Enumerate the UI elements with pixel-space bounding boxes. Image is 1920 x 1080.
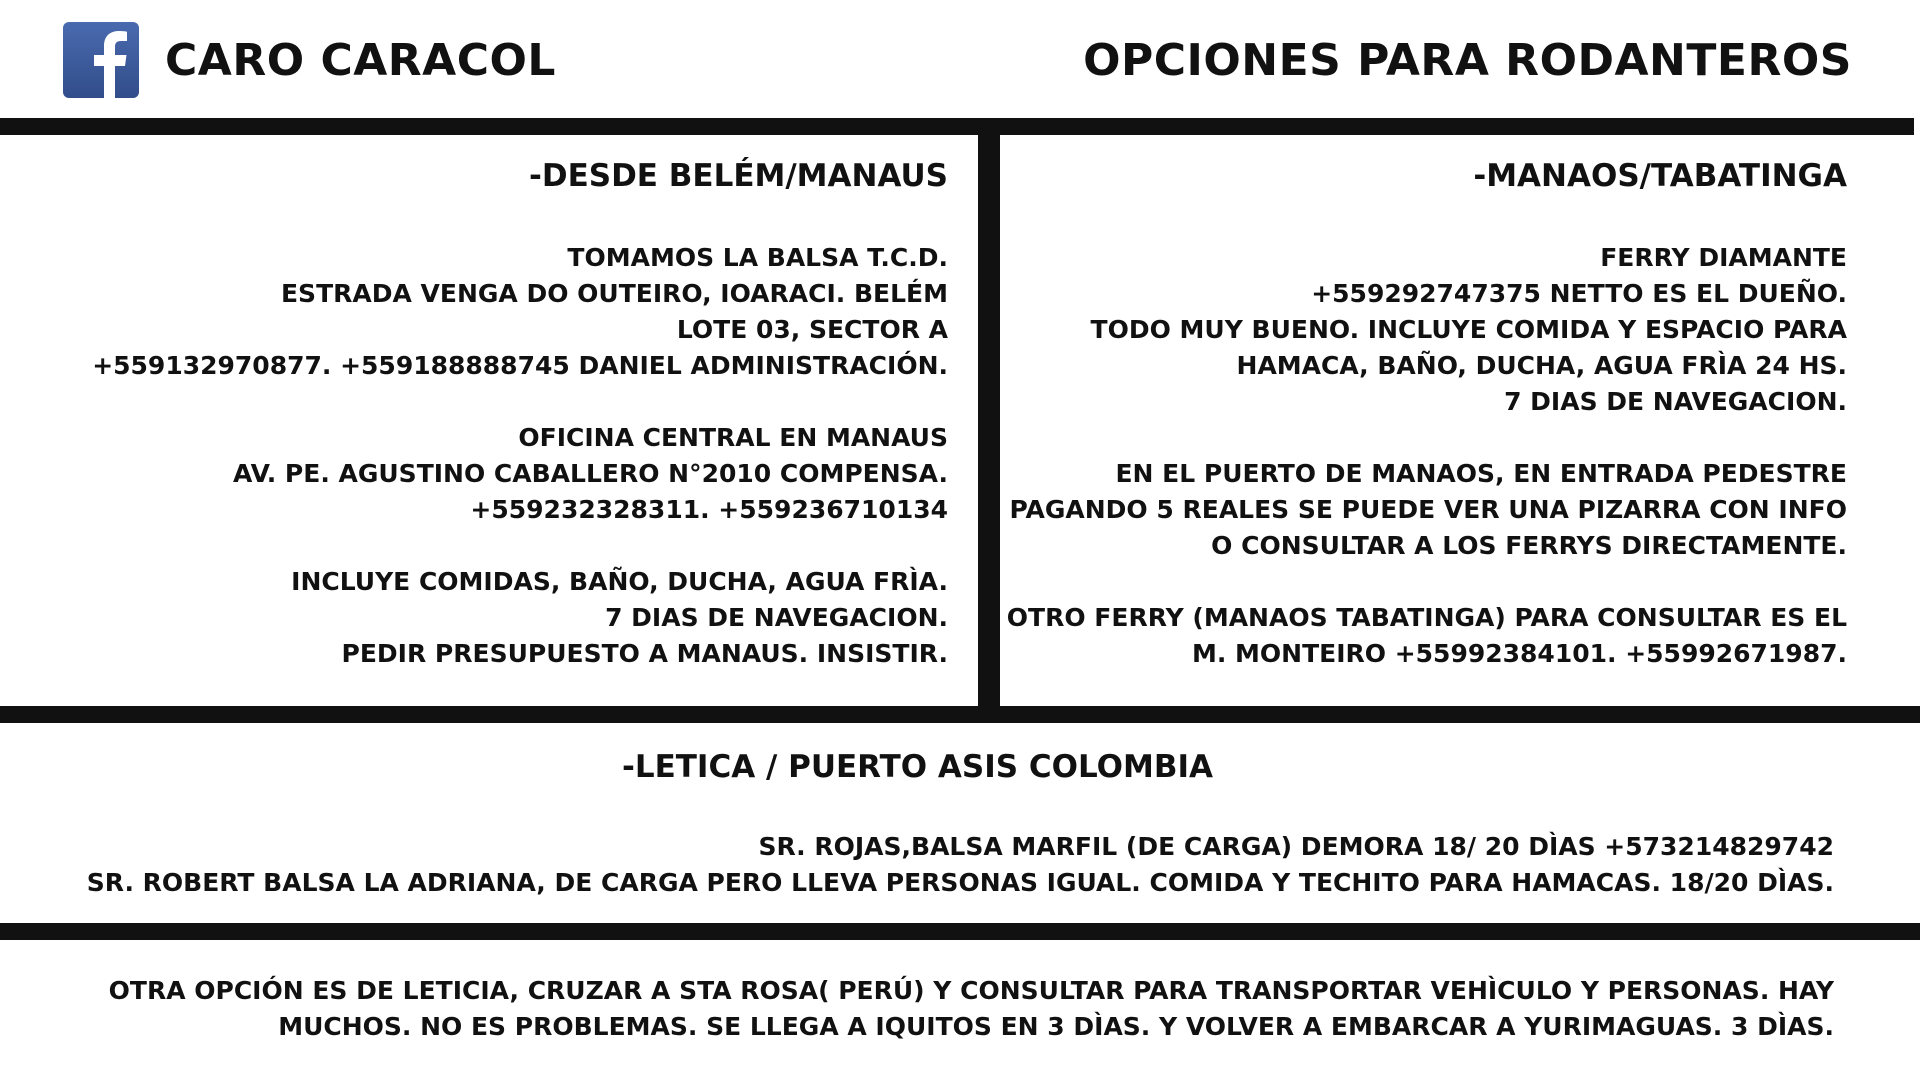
- info-line: PAGANDO 5 REALES SE PUEDE VER UNA PIZARRA CON INFO: [1009, 495, 1847, 524]
- info-line: FERRY DIAMANTE: [1600, 243, 1847, 272]
- lower-divider: [0, 923, 1920, 940]
- info-line: 7 DIAS DE NAVEGACION.: [605, 603, 948, 632]
- info-line: ESTRADA VENGA DO OUTEIRO, IOARACI. BELÉM: [280, 279, 948, 308]
- manaos-port-info: [1010, 456, 1847, 564]
- belem-manaus-heading: -DESDE BELÉM/MANAUS: [528, 158, 948, 194]
- info-line: SR. ROBERT BALSA LA ADRIANA, DE CARGA PERO LLEVA PERSONAS IGUAL. COMIDA Y TECHITO PARA HAMACAS. 18/20 DÌAS.: [86, 868, 1834, 897]
- brand-name: CARO CARACOL: [165, 35, 556, 86]
- manaos-tabatinga-heading: -MANAOS/TABATINGA: [1473, 158, 1847, 194]
- info-line: OTRO FERRY (MANAOS TABATINGA) PARA CONSULTAR ES EL: [1006, 603, 1847, 632]
- info-line: INCLUYE COMIDAS, BAÑO, DUCHA, AGUA FRÌA.: [291, 567, 948, 596]
- info-line: TODO MUY BUENO. INCLUYE COMIDA Y ESPACIO PARA: [1090, 315, 1847, 344]
- info-line: LOTE 03, SECTOR A: [676, 315, 948, 344]
- info-line: +559292747375 NETTO ES EL DUEÑO.: [1311, 279, 1847, 308]
- info-line: MUCHOS. NO ES PROBLEMAS. SE LLEGA A IQUITOS EN 3 DÌAS. Y VOLVER A EMBARCAR A YURIMAGUAS. 3 DÌAS.: [278, 1012, 1834, 1041]
- top-divider: [0, 118, 1914, 135]
- leticia-puerto-asis-heading: -LETICA / PUERTO ASIS COLOMBIA: [621, 749, 1214, 785]
- info-line: OFICINA CENTRAL EN MANAUS: [518, 423, 948, 452]
- info-line: AV. PE. AGUSTINO CABALLERO N°2010 COMPENSA.: [232, 459, 948, 488]
- info-line: TOMAMOS LA BALSA T.C.D.: [567, 243, 948, 272]
- leticia-balsas-info: [87, 829, 1834, 901]
- info-line: +559232328311. +559236710134: [470, 495, 948, 524]
- info-line: OTRA OPCIÓN ES DE LETICIA, CRUZAR A STA ROSA( PERÚ) Y CONSULTAR PARA TRANSPORTAR VEHÌCULO Y PERSONAS. HAY: [108, 976, 1834, 1005]
- balsa-tcd-info: [92, 240, 948, 384]
- info-line: M. MONTEIRO +55992384101. +55992671987.: [1191, 639, 1847, 668]
- info-line: PEDIR PRESUPUESTO A MANAUS. INSISTIR.: [341, 639, 948, 668]
- info-line: 7 DIAS DE NAVEGACION.: [1504, 387, 1847, 416]
- santa-rosa-option-info: [109, 973, 1834, 1045]
- middle-divider: [0, 706, 1920, 723]
- page-title: OPCIONES PARA RODANTEROS: [1083, 35, 1852, 86]
- facebook-icon: [63, 22, 139, 98]
- ferry-diamante-info: [1091, 240, 1847, 420]
- column-divider: [978, 135, 1000, 706]
- monteiro-ferry-info: [1007, 600, 1847, 672]
- info-line: EN EL PUERTO DE MANAOS, EN ENTRADA PEDESTRE: [1115, 459, 1847, 488]
- belem-includes-info: [291, 564, 948, 672]
- info-line: HAMACA, BAÑO, DUCHA, AGUA FRÌA 24 HS.: [1236, 351, 1847, 380]
- info-line: SR. ROJAS,BALSA MARFIL (DE CARGA) DEMORA 18/ 20 DÌAS +573214829742: [758, 832, 1834, 861]
- info-line: +559132970877. +559188888745 DANIEL ADMINISTRACIÓN.: [92, 351, 948, 380]
- manaus-office-info: [233, 420, 948, 528]
- info-line: O CONSULTAR A LOS FERRYS DIRECTAMENTE.: [1211, 531, 1847, 560]
